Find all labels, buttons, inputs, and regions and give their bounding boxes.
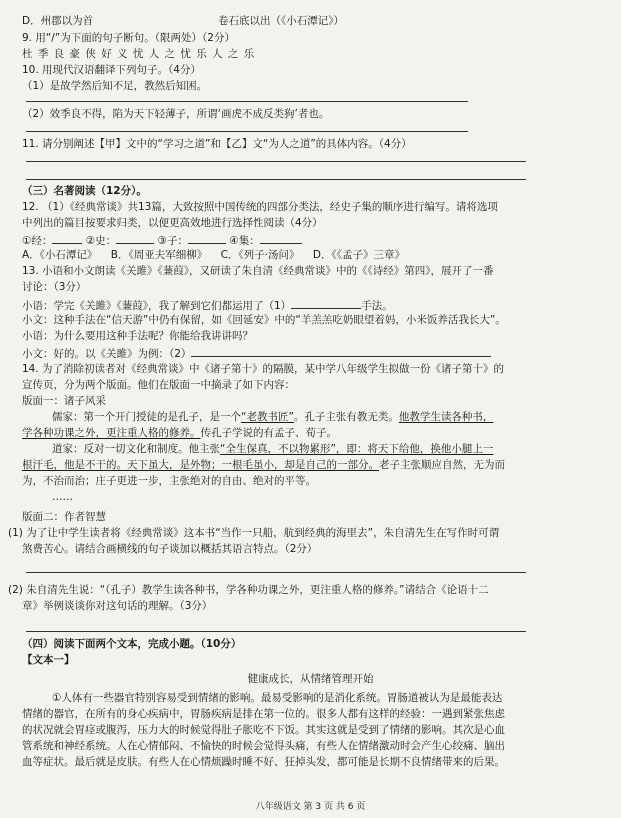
underlined-text: “老教书匠” xyxy=(241,411,294,423)
dialog-text-end: 手法。 xyxy=(361,300,393,312)
q13-dialog-2: 小文：这种手法在“信天游”中仍有保留，如《回延安》中的“羊羔羔吃奶眼望着妈，小米饭养活我长大”。 xyxy=(22,314,506,326)
q10-1: （1）是故学然后知不足，教然后知困。 xyxy=(22,80,208,92)
daojia-para-1 xyxy=(52,442,493,457)
dialog-text: 小文：好的。以《关雎》为例：（2） xyxy=(22,348,192,360)
underlined-text: “全生保真，不以物累形”，即：将天下给他，换他小腿上一 xyxy=(220,443,494,455)
answer-line[interactable] xyxy=(26,161,526,162)
q14-2-cont: 章》举例谈谈你对这句话的理解。（3分） xyxy=(22,600,213,612)
q10-2: （2）效季良不得，陷为天下轻薄子，所谓‘画虎不成反类狗’者也。 xyxy=(22,108,330,120)
blank-label-ji: ④集： xyxy=(229,235,260,247)
q13-dialog-3: 小语：为什么要用这种手法呢？你能给我讲讲吗？ xyxy=(22,330,253,342)
q14: 14. 为了消除初读者对《经典常谈》中《诸子第十》的隔膜，某中学八年级学生拟做一份《诸子第十》的 xyxy=(22,363,505,375)
underlined-text: 根汗毛，他是不干的。天下虽大，是外物；一根毛虽小，却是自己的一部分。 xyxy=(22,459,379,471)
text: 。孔子主张有教无类。 xyxy=(293,411,399,423)
rujia-para-2 xyxy=(22,426,337,441)
article-para-1: ①人体有一些器官特别容易受到情绪的影响。最易受影响的是消化系统。胃肠道被认为是最能表达 xyxy=(52,692,503,704)
article-para-4: 管系统和神经系统。人在心情郁闷、不愉快的时候会觉得头痛，有些人在情绪激动时会产生心绞痛、脑出 xyxy=(22,740,505,752)
blank-label-jing: ①经： xyxy=(22,235,53,247)
blank-label-shi: ②史： xyxy=(85,235,117,247)
q13-dialog-1 xyxy=(22,297,393,314)
section-3-heading: （三）名著阅读（12分）。 xyxy=(22,185,147,197)
text-1-label: 【文本一】 xyxy=(22,654,75,666)
section-4-heading: （四）阅读下面两个文本，完成小题。（10分） xyxy=(22,638,242,650)
blank-zi[interactable] xyxy=(188,232,226,244)
blank-q13-2[interactable] xyxy=(191,345,491,357)
q12: 12. （1）《经典常谈》共13篇，大致按照中国传统的四部分类法，经史子集的顺序进行编写。请将选项 xyxy=(22,201,498,213)
q12-cont: 中列出的篇目按要求归类，以便更高效地进行选择性阅读（4分） xyxy=(22,217,323,229)
blank-q13-1[interactable] xyxy=(291,297,361,309)
blank-label-zi: ③子： xyxy=(157,235,188,247)
article-para-5: 血等症状。最后就是皮肤。有些人在心情烦躁时睡不好、狂掉头发，都可能是长期不良情绪带来的后果。 xyxy=(22,756,505,768)
blank-jing[interactable] xyxy=(52,232,82,244)
text: 儒家：第一个开门授徒的是孔子，是一个 xyxy=(52,411,241,423)
underlined-text: 他教学生读各种书， xyxy=(398,411,494,423)
answer-line[interactable] xyxy=(26,179,526,180)
option-d: D．州郡以为首 xyxy=(22,15,94,27)
text: 传孔子学说的有孟子、荀子。 xyxy=(200,427,337,439)
blank-ji[interactable] xyxy=(260,232,302,244)
q14-1-cont: 煞费苦心。请结合画横线的句子谈加以概括其语言特点。（2分） xyxy=(22,543,318,555)
daojia-para-3: 为，不治而治；庄子更进一步，主张绝对的自由、绝对的平等。 xyxy=(22,475,316,487)
q9-sentence: 杜 季 良 豪 侠 好 义 忧 人 之 忧 乐 人 之 乐 xyxy=(22,48,256,60)
answer-line[interactable] xyxy=(26,572,526,573)
answer-line[interactable] xyxy=(26,631,526,632)
q13: 13. 小语和小文朗读《关雎》《蒹葭》，又研读了朱自清《经典常谈》中的《《诗经》第四》，展开了一番 xyxy=(22,265,494,277)
q14-cont: 宣传页，分为两个版面。他们在版面一中摘录了如下内容： xyxy=(22,379,295,391)
article-para-3: 的状况就会胃痉或腹泻，压力大的时候觉得肚子胀吃不下饭。其实这就是受到了情绪的影响。其次是心血 xyxy=(22,724,505,736)
blank-shi[interactable] xyxy=(116,232,154,244)
rujia-para-1 xyxy=(52,410,493,425)
text: 道家：反对一切文化和制度。他主张 xyxy=(52,443,220,455)
q12-options: A．《小石潭记》 B．《周亚夫军细柳》 C．《列子·汤问》 D．《《孟子》三章》 xyxy=(22,249,405,261)
page-footer: 八年级语文 第 3 页 共 6 页 xyxy=(255,802,366,812)
text: 老子主张顺应自然，无为而 xyxy=(379,459,505,471)
q10: 10. 用现代汉语翻译下列句子。（4分） xyxy=(22,64,201,76)
q12-blanks xyxy=(22,232,302,249)
q14-2: (2) 朱自清先生说：“（孔子）教学生读各种书，学各种功课之外，更注重人格的修养。”请结合《论语十二 xyxy=(8,584,489,596)
panel-2-title: 版面二：作者智慧 xyxy=(22,511,106,523)
q13-cont: 讨论：（3分） xyxy=(22,281,87,293)
article-title: 健康成长，从情绪管理开始 xyxy=(247,673,374,685)
q9: 9. 用“/”为下面的句子断句。（限两处）（2分） xyxy=(22,32,235,44)
panel-1-title: 版面一：诸子风采 xyxy=(22,395,106,407)
ellipsis: …… xyxy=(52,491,73,503)
q13-dialog-4 xyxy=(22,345,491,362)
q11: 11. 请分别阐述【甲】文中的“学习之道”和【乙】文“为人之道”的具体内容。（4分） xyxy=(22,138,412,150)
answer-line[interactable] xyxy=(26,101,468,102)
answer-line[interactable] xyxy=(26,131,468,132)
article-para-2: 情绪的器官，在所有的身心疾病中，胃肠疾病是排在第一位的。很多人都有这样的经验：一遇到紧张焦虑 xyxy=(22,708,505,720)
q14-1: (1) 为了让中学生读者将《经典常谈》这本书“当作一只船，航到经典的海里去”，朱自清先生在写作时可谓 xyxy=(8,527,500,539)
dialog-text: 小语：学完《关雎》《蒹葭》，我了解到它们都运用了（1） xyxy=(22,300,292,312)
daojia-para-2 xyxy=(22,458,505,473)
underlined-text: 学各种功课之外，更注重人格的修养。 xyxy=(22,427,201,439)
option-d-example: 卷石底以出（《小石潭记》） xyxy=(218,15,344,27)
